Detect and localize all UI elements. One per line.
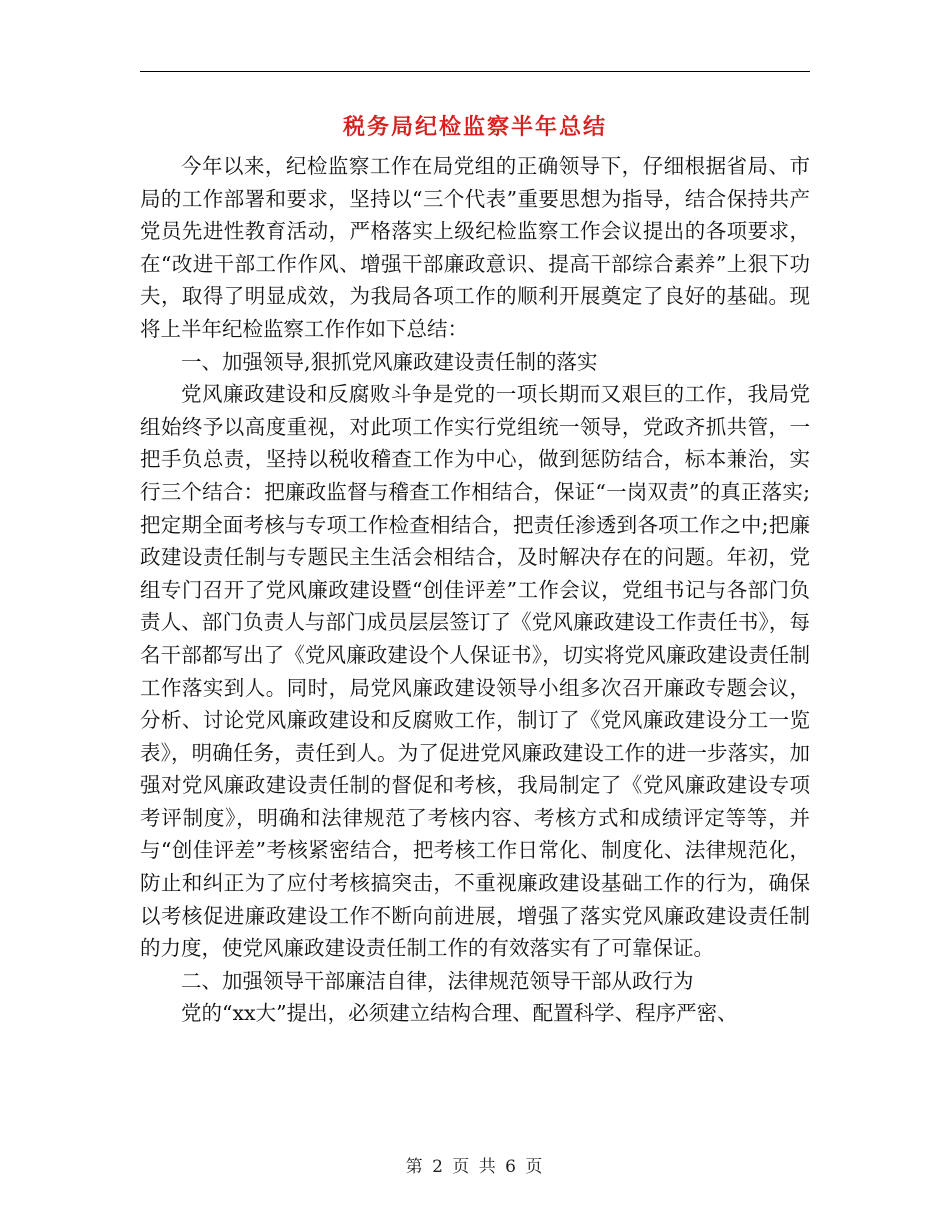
document-title: 税务局纪检监察半年总结 — [342, 114, 607, 140]
header-rule — [140, 71, 810, 72]
page-number: 第 2 页 共 6 页 — [405, 1157, 545, 1177]
section-heading-2: 二、加强领导干部廉洁自律，法律规范领导干部从政行为 — [181, 968, 694, 993]
section-1-paragraph: 党风廉政建设和反腐败斗争是党的一项长期而又艰巨的工作，我局党组始终予以高度重视，对此项工作实行党组统一领导，党政齐抓共管，一把手负总责，坚持以税收稽查工作为中心，做到惩防结合，标本兼治，实行三个结合：把廉政监督与稽查工作相结合，保证“一岗双责”的真正落实;把定期全面考核与专项工作检查相结合，把责任渗透到各项工作之中;把廉政建设责任制与专题民主生活会相结合，及时解决存在的问题。年初，党组专门召开了党风廉政建设暨“创佳评差”工作会议，党组书记与各部门负责人、部门负责人与部门成员层层签订了《党风廉政建设工作责任书》，每名干部都写出了《党风廉政建设个人保证书》，切实将党风廉政建设责任制工作落实到人。同时，局党风廉政建设领导小组多次召开廉政专题会议，分析、讨论党风廉政建设和反腐败工作，制订了《党风廉政建设分工一览表》，明确任务，责任到人。为了促进党风廉政建设工作的进一步落实，加强对党风廉政建设责任制的督促和考核，我局制定了《党风廉政建设专项考评制度》，明确和法律规范了考核内容、考核方式和成绩评定等等，并与“创佳评差”考核紧密结合，把考核工作日常化、制度化、法律规范化，防止和纠正为了应付考核搞突击，不重视廉政建设基础工作的行为，确保以考核促进廉政建设工作不断向前进展，增强了落实党风廉政建设责任制的力度，使党风廉政建设责任制工作的有效落实有了可靠保证。 — [140, 382, 810, 961]
intro-paragraph: 今年以来，纪检监察工作在局党组的正确领导下，仔细根据省局、市局的工作部署和要求，坚持以“三个代表”重要思想为指导，结合保持共产党员先进性教育活动，严格落实上级纪检监察工作会议提出的各项要求，在“改进干部工作作风、增强干部廉政意识、提高干部综合素养”上狠下功夫，取得了明显成效，为我局各项工作的顺利开展奠定了良好的基础。现将上半年纪检监察工作作如下总结： — [140, 154, 810, 341]
section-2-paragraph: 党的“xx大”提出，必须建立结构合理、配置科学、程序严密、 — [181, 1001, 738, 1026]
document-body — [140, 150, 810, 1030]
section-heading-1: 一、加强领导,狠抓党风廉政建设责任制的落实 — [181, 349, 598, 374]
